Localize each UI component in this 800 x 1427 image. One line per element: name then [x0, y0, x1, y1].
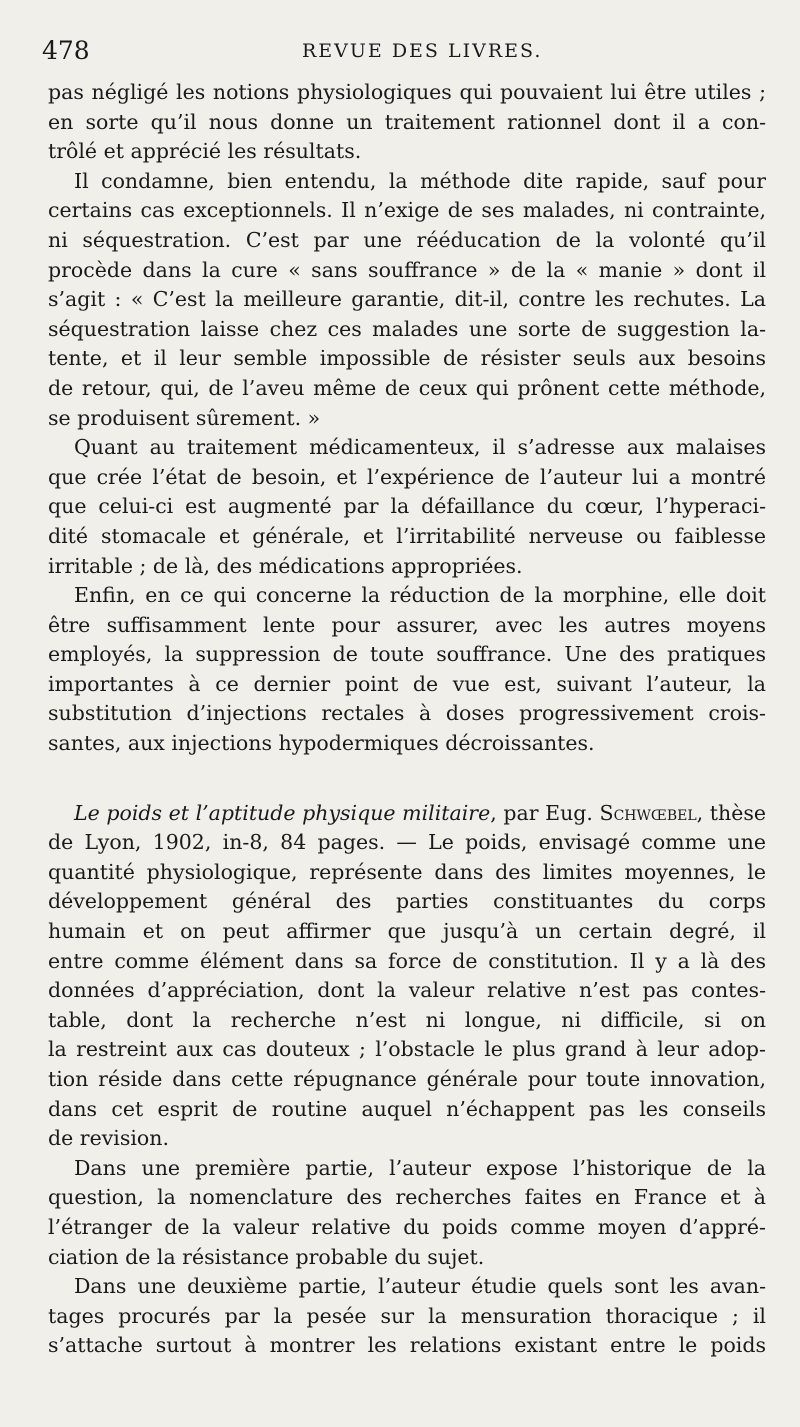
text-line: ni séquestration. C’est par une rééducation de la volonté qu’il	[48, 227, 766, 252]
text-line: Dans une deuxième partie, l’auteur étudie quels sont les avan-	[74, 1274, 766, 1299]
text-line: que crée l’état de besoin, et l’expérience de l’auteur lui a montré	[48, 464, 766, 489]
paragraph-6	[48, 1154, 766, 1272]
text-line: table, dont la recherche n’est ni longue, ni difficile, si on	[48, 1007, 766, 1032]
page-header	[42, 36, 760, 70]
review-by: , par Eug.	[490, 800, 600, 825]
text-line: de retour, qui, de l’aveu même de ceux qui prônent cette méthode,	[48, 375, 766, 400]
text-line: Il condamne, bien entendu, la méthode dite rapide, sauf pour	[74, 168, 766, 193]
review-after-author: , thèse	[696, 800, 766, 825]
review-heading-line	[48, 799, 766, 829]
text-line: que celui-ci est augmenté par la défaillance du cœur, l’hyperaci-	[48, 494, 766, 519]
page-number: 478	[42, 36, 90, 65]
section-gap	[48, 759, 766, 799]
text-line: séquestration laisse chez ces malades une sorte de suggestion la-	[48, 316, 766, 341]
running-title: REVUE DES LIVRES.	[302, 40, 543, 62]
text-line: employés, la suppression de toute souffrance. Une des pratiques	[48, 642, 766, 667]
text-line: être suffisamment lente pour assurer, avec les autres moyens	[48, 612, 766, 637]
review-title: Le poids et l’aptitude physique militaire	[74, 800, 491, 825]
text-line: humain et on peut affirmer que jusqu’à un certain degré, il	[48, 919, 766, 944]
text-line: s’agit : « C’est la meilleure garantie, dit-il, contre les rechutes. La	[48, 287, 766, 312]
text-line: l’étranger de la valeur relative du poids comme moyen d’appré-	[48, 1214, 766, 1239]
text-line: se produisent sûrement. »	[48, 405, 321, 430]
text-line: Dans une première partie, l’auteur expose l’historique de la	[74, 1155, 766, 1180]
paragraph-7	[48, 1272, 766, 1361]
text-line: données d’appréciation, dont la valeur relative n’est pas contes-	[48, 978, 766, 1003]
text-line: la restreint aux cas douteux ; l’obstacle le plus grand à leur adop-	[48, 1037, 766, 1062]
review-author: Schwœbel	[599, 800, 697, 825]
text-line: dans cet esprit de routine auquel n’échappent pas les conseils	[48, 1096, 766, 1121]
paragraph-1	[48, 78, 766, 167]
text-line: développement général des parties constituantes du corps	[48, 889, 766, 914]
text-line: en sorte qu’il nous donne un traitement rationnel dont il a con-	[48, 109, 766, 134]
paragraph-4	[48, 581, 766, 759]
text-line: Quant au traitement médicamenteux, il s’adresse aux malaises	[74, 435, 766, 460]
text-line: pas négligé les notions physiologiques qui pouvaient lui être utiles ;	[48, 80, 766, 104]
text-line: tages procurés par la pesée sur la mensuration thoracique ; il	[48, 1303, 766, 1328]
text-line: santes, aux injections hypodermiques décroissantes.	[48, 731, 595, 756]
text-line: de revision.	[48, 1126, 169, 1151]
text-line: question, la nomenclature des recherches faites en France et à	[48, 1185, 766, 1210]
text-line: tente, et il leur semble impossible de résister seuls aux besoins	[48, 346, 766, 371]
text-line: ciation de la résistance probable du sujet.	[48, 1244, 485, 1269]
text-line: Enfin, en ce qui concerne la réduction de la morphine, elle doit	[74, 583, 766, 608]
text-line: dité stomacale et générale, et l’irritabilité nerveuse ou faiblesse	[48, 523, 766, 548]
text-line: trôlé et apprécié les résultats.	[48, 139, 362, 164]
text-line: quantité physiologique, représente dans des limites moyennes, le	[48, 859, 766, 884]
text-line: certains cas exceptionnels. Il n’exige de ses malades, ni contrainte,	[48, 198, 766, 223]
text-line: importantes à ce dernier point de vue est, suivant l’auteur, la	[48, 671, 766, 696]
review-entry	[48, 799, 766, 1154]
text-line: substitution d’injections rectales à doses progressivement crois-	[48, 701, 766, 726]
page-body	[48, 78, 766, 1361]
paragraph-3	[48, 433, 766, 581]
paragraph-2	[48, 167, 766, 433]
text-line: procède dans la cure « sans souffrance » de la « manie » dont il	[48, 257, 766, 282]
text-line: de Lyon, 1902, in-8, 84 pages. — Le poids, envisagé comme une	[48, 830, 766, 855]
text-line: irritable ; de là, des médications appropriées.	[48, 553, 523, 578]
text-line: entre comme élément dans sa force de constitution. Il y a là des	[48, 948, 766, 973]
text-line: s’attache surtout à montrer les relations existant entre le poids	[48, 1333, 766, 1358]
text-line: tion réside dans cette répugnance générale pour toute innovation,	[48, 1067, 766, 1091]
